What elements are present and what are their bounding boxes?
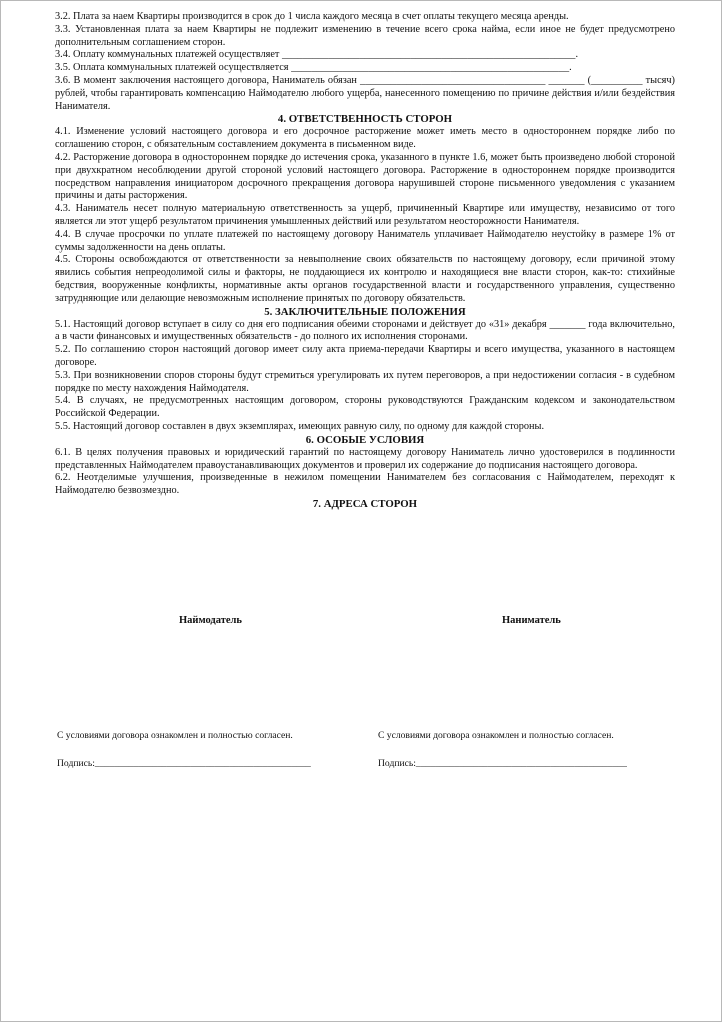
- clause-5-4: 5.4. В случаях, не предусмотренных настоящим договором, стороны руководствуются Гражданским кодексом и законодательством Российской Федерации.: [55, 395, 675, 420]
- clause-5-3: 5.3. При возникновении споров стороны будут стремиться урегулировать их путем переговоров, а при недостижении согласия - в судебном порядке по месту нахождения Наймодателя.: [55, 369, 675, 394]
- clause-3-2: 3.2. Плата за наем Квартиры производится в срок до 1 числа каждого месяца в счет оплаты текущего месяца аренды.: [55, 11, 569, 22]
- section-5-title: 5. ЗАКЛЮЧИТЕЛЬНЫЕ ПОЛОЖЕНИЯ: [264, 305, 466, 318]
- clause-6-2: 6.2. Неотделимые улучшения, произведенные в нежилом помещении Нанимателем без согласования с Наймодателем, переходят к Наймодателю безвозмездно.: [55, 472, 675, 497]
- clause-3-5: 3.5. Оплата коммунальных платежей осуществляется ______________________________________________________.: [55, 62, 572, 74]
- section-7-title: 7. АДРЕСА СТОРОН: [312, 497, 418, 510]
- clause-4-4: 4.4. В случае просрочки по уплате платежей по настоящему договору Наниматель уплачивает Наймодателю неустойку в размере 1% от суммы задолженности на день оплаты.: [55, 228, 675, 253]
- agree-statement-landlord: С условиями договора ознакомлен и полностью согласен.: [57, 730, 293, 741]
- clause-5-2: 5.2. По соглашению сторон настоящий договор имеет силу акта приема-передачи Квартиры и всего имущества, указанного в настоящем договоре.: [55, 344, 675, 368]
- clause-6-1: 6.1. В целях получения правовых и юридический гарантий по настоящему договору Наниматель лично удостоверился в подлинности представленных Наймодателем правоустанавливающих документов и проверил их содержание до подписания настоящего договора.: [55, 446, 675, 471]
- section-4-title: 4. ОТВЕТСТВЕННОСТЬ СТОРОН: [277, 113, 453, 126]
- landlord-heading: Наймодатель: [179, 615, 242, 626]
- clause-3-6: 3.6. В момент заключения настоящего договора, Наниматель обязан ____________________________________ _______ (__________ тысяч) рублей, чтобы гарантировать компенсацию Наймодателю любого ущерба, нанесенного помещению по причине действия и/или бездействия Нанимателя.: [55, 74, 675, 112]
- clause-3-4: 3.4. Оплату коммунальных платежей осуществляет _________________________________________________________.: [55, 49, 579, 61]
- signature-line-landlord: Подпись:_____________________________________________: [57, 758, 311, 769]
- tenant-heading: Наниматель: [502, 615, 561, 626]
- contract-body: [55, 11, 675, 511]
- clause-5-1: 5.1. Настоящий договор вступает в силу со дня его подписания обеими сторонами и действует до «31» декабря _______ года включительно, а в части финансовых и имущественных обязательств - до полного их исполнения сторонами.: [55, 318, 675, 343]
- clause-4-1: 4.1. Изменение условий настоящего договора и его досрочное расторжение может иметь место в одностороннем порядке либо по соглашению сторон, с обязательным составлением документа в письменном виде.: [55, 126, 675, 151]
- clause-3-3: 3.3. Установленная плата за наем Квартиры не подлежит изменению в течение всего срока найма, если иное не будет предусмотрено дополнительным соглашением сторон.: [55, 23, 675, 48]
- clause-4-3: 4.3. Наниматель несет полную материальную ответственность за ущерб, причиненный Квартире или имуществу, независимо от того является ли этот ущерб результатом причинения умышленных действий или результатом неосторожности Нанимателя.: [55, 203, 675, 227]
- section-6-title: 6. ОСОБЫЕ УСЛОВИЯ: [305, 433, 425, 446]
- signature-line-tenant: Подпись:____________________________________________: [378, 758, 627, 769]
- clause-5-5: 5.5. Настоящий договор составлен в двух экземплярах, имеющих равную силу, по одному для каждой стороны.: [55, 420, 545, 432]
- clause-4-5: 4.5. Стороны освобождаются от ответственности за невыполнение своих обязательств по настоящему договору, если причиной этому явились события непреодолимой силы и факторы, не поддающиеся их контролю и находящиеся вне власти сторон, как-то: стихийные бедствия, вооруженные конфликты, нормативные акты органов государственной власти и государственного управления, существенно затрудняющие или делающие невозможным исполнение принятых по договору обязательств.: [55, 254, 675, 304]
- agree-statement-tenant: С условиями договора ознакомлен и полностью согласен.: [378, 730, 614, 741]
- clause-4-2: 4.2. Расторжение договора в одностороннем порядке до истечения срока, указанного в пункте 1.6, может быть произведено любой стороной при двухкратном несоблюдении другой стороной условий настоящего договора. Расторжение в одностороннем порядке производится посредством направления инициатором досрочного прекращения договора нарушившей стороне письменного уведомления с указанием причины и даты расторжения.: [55, 151, 675, 202]
